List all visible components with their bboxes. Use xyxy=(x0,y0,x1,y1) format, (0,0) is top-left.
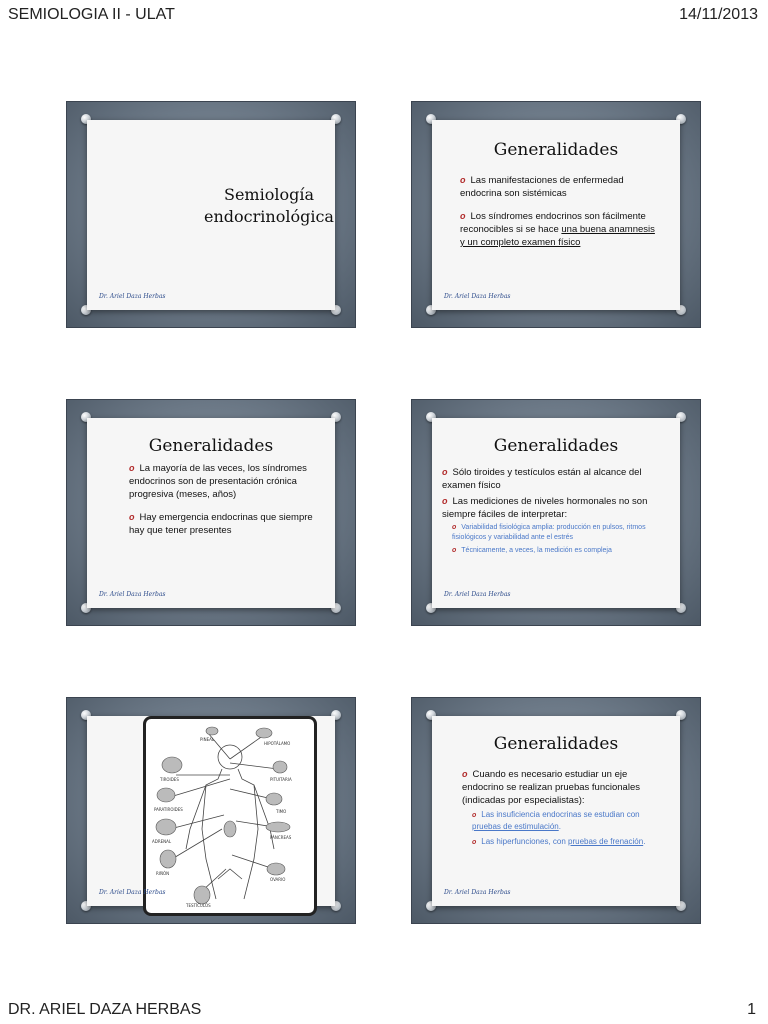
bullet-marker-icon: o xyxy=(452,547,457,554)
bullet-item: o Sólo tiroides y testículos están al alcance del examen físico xyxy=(442,467,642,491)
slide-title: Generalidades xyxy=(148,436,274,456)
diagram-label: TESTÍCULOS xyxy=(186,903,211,908)
slide-3 xyxy=(66,399,356,626)
bullet-item: o Los síndromes endocrinos son fácilmente reconocibles si se hace una buena anamnesis y un completo examen físico xyxy=(460,211,655,248)
diagram-label: PARATIROIDES xyxy=(154,807,183,812)
sub-bullet-item: o Técnicamente, a veces, la medición es compleja xyxy=(452,547,612,554)
diagram-label: TIMO xyxy=(276,809,287,814)
slide-card xyxy=(432,418,680,608)
signature: Dr. Ariel Daza Herbas xyxy=(99,591,166,598)
signature: Dr. Ariel Daza Herbas xyxy=(444,293,511,300)
slide-title: Semiología endocrinológica xyxy=(204,185,334,226)
bullet-item: o Las mediciones de niveles hormonales no son siempre fáciles de interpretar: o Variabilidad fisiológica amplia: producción en pulsos, ritmos fisiológicos y variabilidad ante el estrés o Técnicamente, a veces, la medición es compleja xyxy=(442,495,674,556)
endocrine-glands-diagram xyxy=(143,716,317,916)
sub-bullet-list xyxy=(472,809,656,848)
slide-4 xyxy=(411,399,701,626)
bullet-list xyxy=(460,174,660,259)
footer-author: DR. ARIEL DAZA HERBAS xyxy=(8,1001,202,1018)
slide-5 xyxy=(66,697,356,924)
diagram-label: OVARIO xyxy=(270,877,286,882)
signature: Dr. Ariel Daza Herbas xyxy=(99,889,166,896)
slide-1 xyxy=(66,101,356,328)
bullet-marker-icon: o xyxy=(129,463,135,473)
bullet-item: o La mayoría de las veces, los síndromes endocrinos son de presentación crónica progresiva (meses, años) xyxy=(129,463,307,500)
bullet-list xyxy=(442,466,674,566)
signature: Dr. Ariel Daza Herbas xyxy=(444,889,511,896)
page-number: 1 xyxy=(747,1001,756,1018)
slide-card xyxy=(432,716,680,906)
bullet-list xyxy=(129,462,325,547)
bullet-marker-icon: o xyxy=(460,175,466,185)
bullet-marker-icon: o xyxy=(472,839,477,846)
slide-title: Generalidades xyxy=(493,734,619,754)
sub-bullet-item: o Variabilidad fisiológica amplia: producción en pulsos, ritmos fisiológicos y variabilidad ante el estrés xyxy=(452,524,646,541)
slide-card xyxy=(87,418,335,608)
sub-bullet-item: o Las hiperfunciones, con pruebas de frenación. xyxy=(472,837,646,846)
bullet-item: o Las manifestaciones de enfermedad endocrina son sistémicas xyxy=(460,175,624,199)
sub-bullet-list xyxy=(452,523,674,556)
bullet-marker-icon: o xyxy=(460,211,466,221)
header-date: 14/11/2013 xyxy=(679,6,758,23)
bullet-marker-icon: o xyxy=(462,769,468,779)
bullet-item: o Hay emergencia endocrinas que siempre hay que tener presentes xyxy=(129,512,313,536)
slide-card xyxy=(87,120,335,310)
bullet-list xyxy=(462,768,656,858)
slide-card xyxy=(432,120,680,310)
bullet-marker-icon: o xyxy=(442,467,448,477)
diagram-label: ADRENAL xyxy=(152,839,172,844)
slide-title: Generalidades xyxy=(493,436,619,456)
diagram-label: PITUITARIA xyxy=(270,777,292,782)
diagram-label: TIROIDES xyxy=(160,777,179,782)
diagram-label: HIPOTÁLAMO xyxy=(264,741,291,746)
bullet-marker-icon: o xyxy=(129,512,135,522)
bullet-marker-icon: o xyxy=(472,812,477,819)
sub-bullet-item: o Las insuficiencia endocrinas se estudian con pruebas de estimulación. xyxy=(472,810,640,831)
slide-card xyxy=(87,716,335,906)
slide-title: Generalidades xyxy=(493,140,619,160)
signature: Dr. Ariel Daza Herbas xyxy=(444,591,511,598)
diagram-label: PINEAL xyxy=(200,737,215,742)
diagram-label: RIÑÓN xyxy=(156,871,170,876)
diagram-label: PÁNCREAS xyxy=(270,835,292,840)
header-course: SEMIOLOGIA II - ULAT xyxy=(8,6,175,23)
slide-2 xyxy=(411,101,701,328)
human-body-illustration xyxy=(146,719,314,913)
bullet-marker-icon: o xyxy=(442,496,448,506)
bullet-item: o Cuando es necesario estudiar un eje endocrino se realizan pruebas funcionales (indicadas por especialistas): o Las insuficiencia endocrinas se estudian con pruebas de estimulación. o Las hiperfunciones, con pruebas de frenación. xyxy=(462,768,656,848)
signature: Dr. Ariel Daza Herbas xyxy=(99,293,166,300)
bullet-marker-icon: o xyxy=(452,524,457,531)
slide-6 xyxy=(411,697,701,924)
